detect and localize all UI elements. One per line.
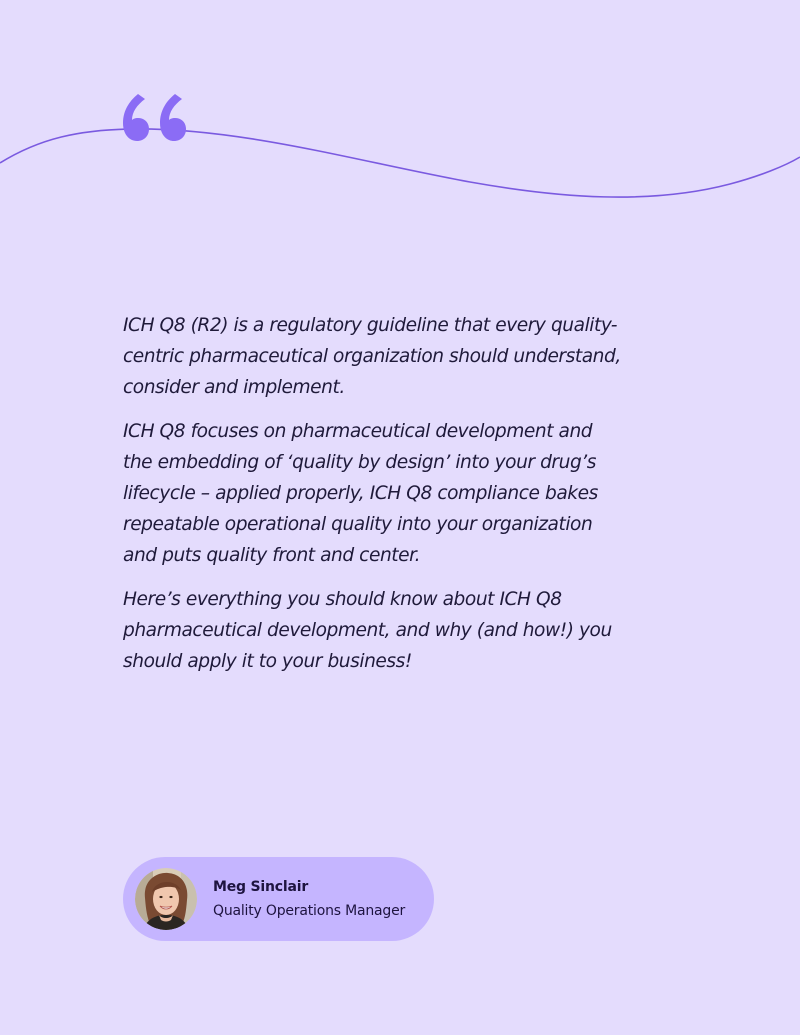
quote-paragraph-1: ICH Q8 (R2) is a regulatory guideline that every quality-centric pharmaceutical organization should understand, consider and implement. [123, 315, 621, 398]
author-card [123, 857, 434, 941]
author-name: Meg Sinclair [213, 879, 309, 895]
avatar-portrait [135, 868, 197, 930]
quote-icon [118, 90, 190, 146]
quote-paragraph-3: Here’s everything you should know about ICH Q8 pharmaceutical development, and why (and how!) you should apply it to your business! [123, 589, 612, 672]
quote-paragraph-2: ICH Q8 focuses on pharmaceutical development and the embedding of ‘quality by design’ into your drug’s lifecycle – applied properly, ICH Q8 compliance bakes repeatable operational quality into your organization and puts quality front and center. [123, 421, 598, 566]
avatar [135, 868, 197, 930]
author-role: Quality Operations Manager [213, 903, 406, 919]
quote-body [123, 310, 623, 690]
